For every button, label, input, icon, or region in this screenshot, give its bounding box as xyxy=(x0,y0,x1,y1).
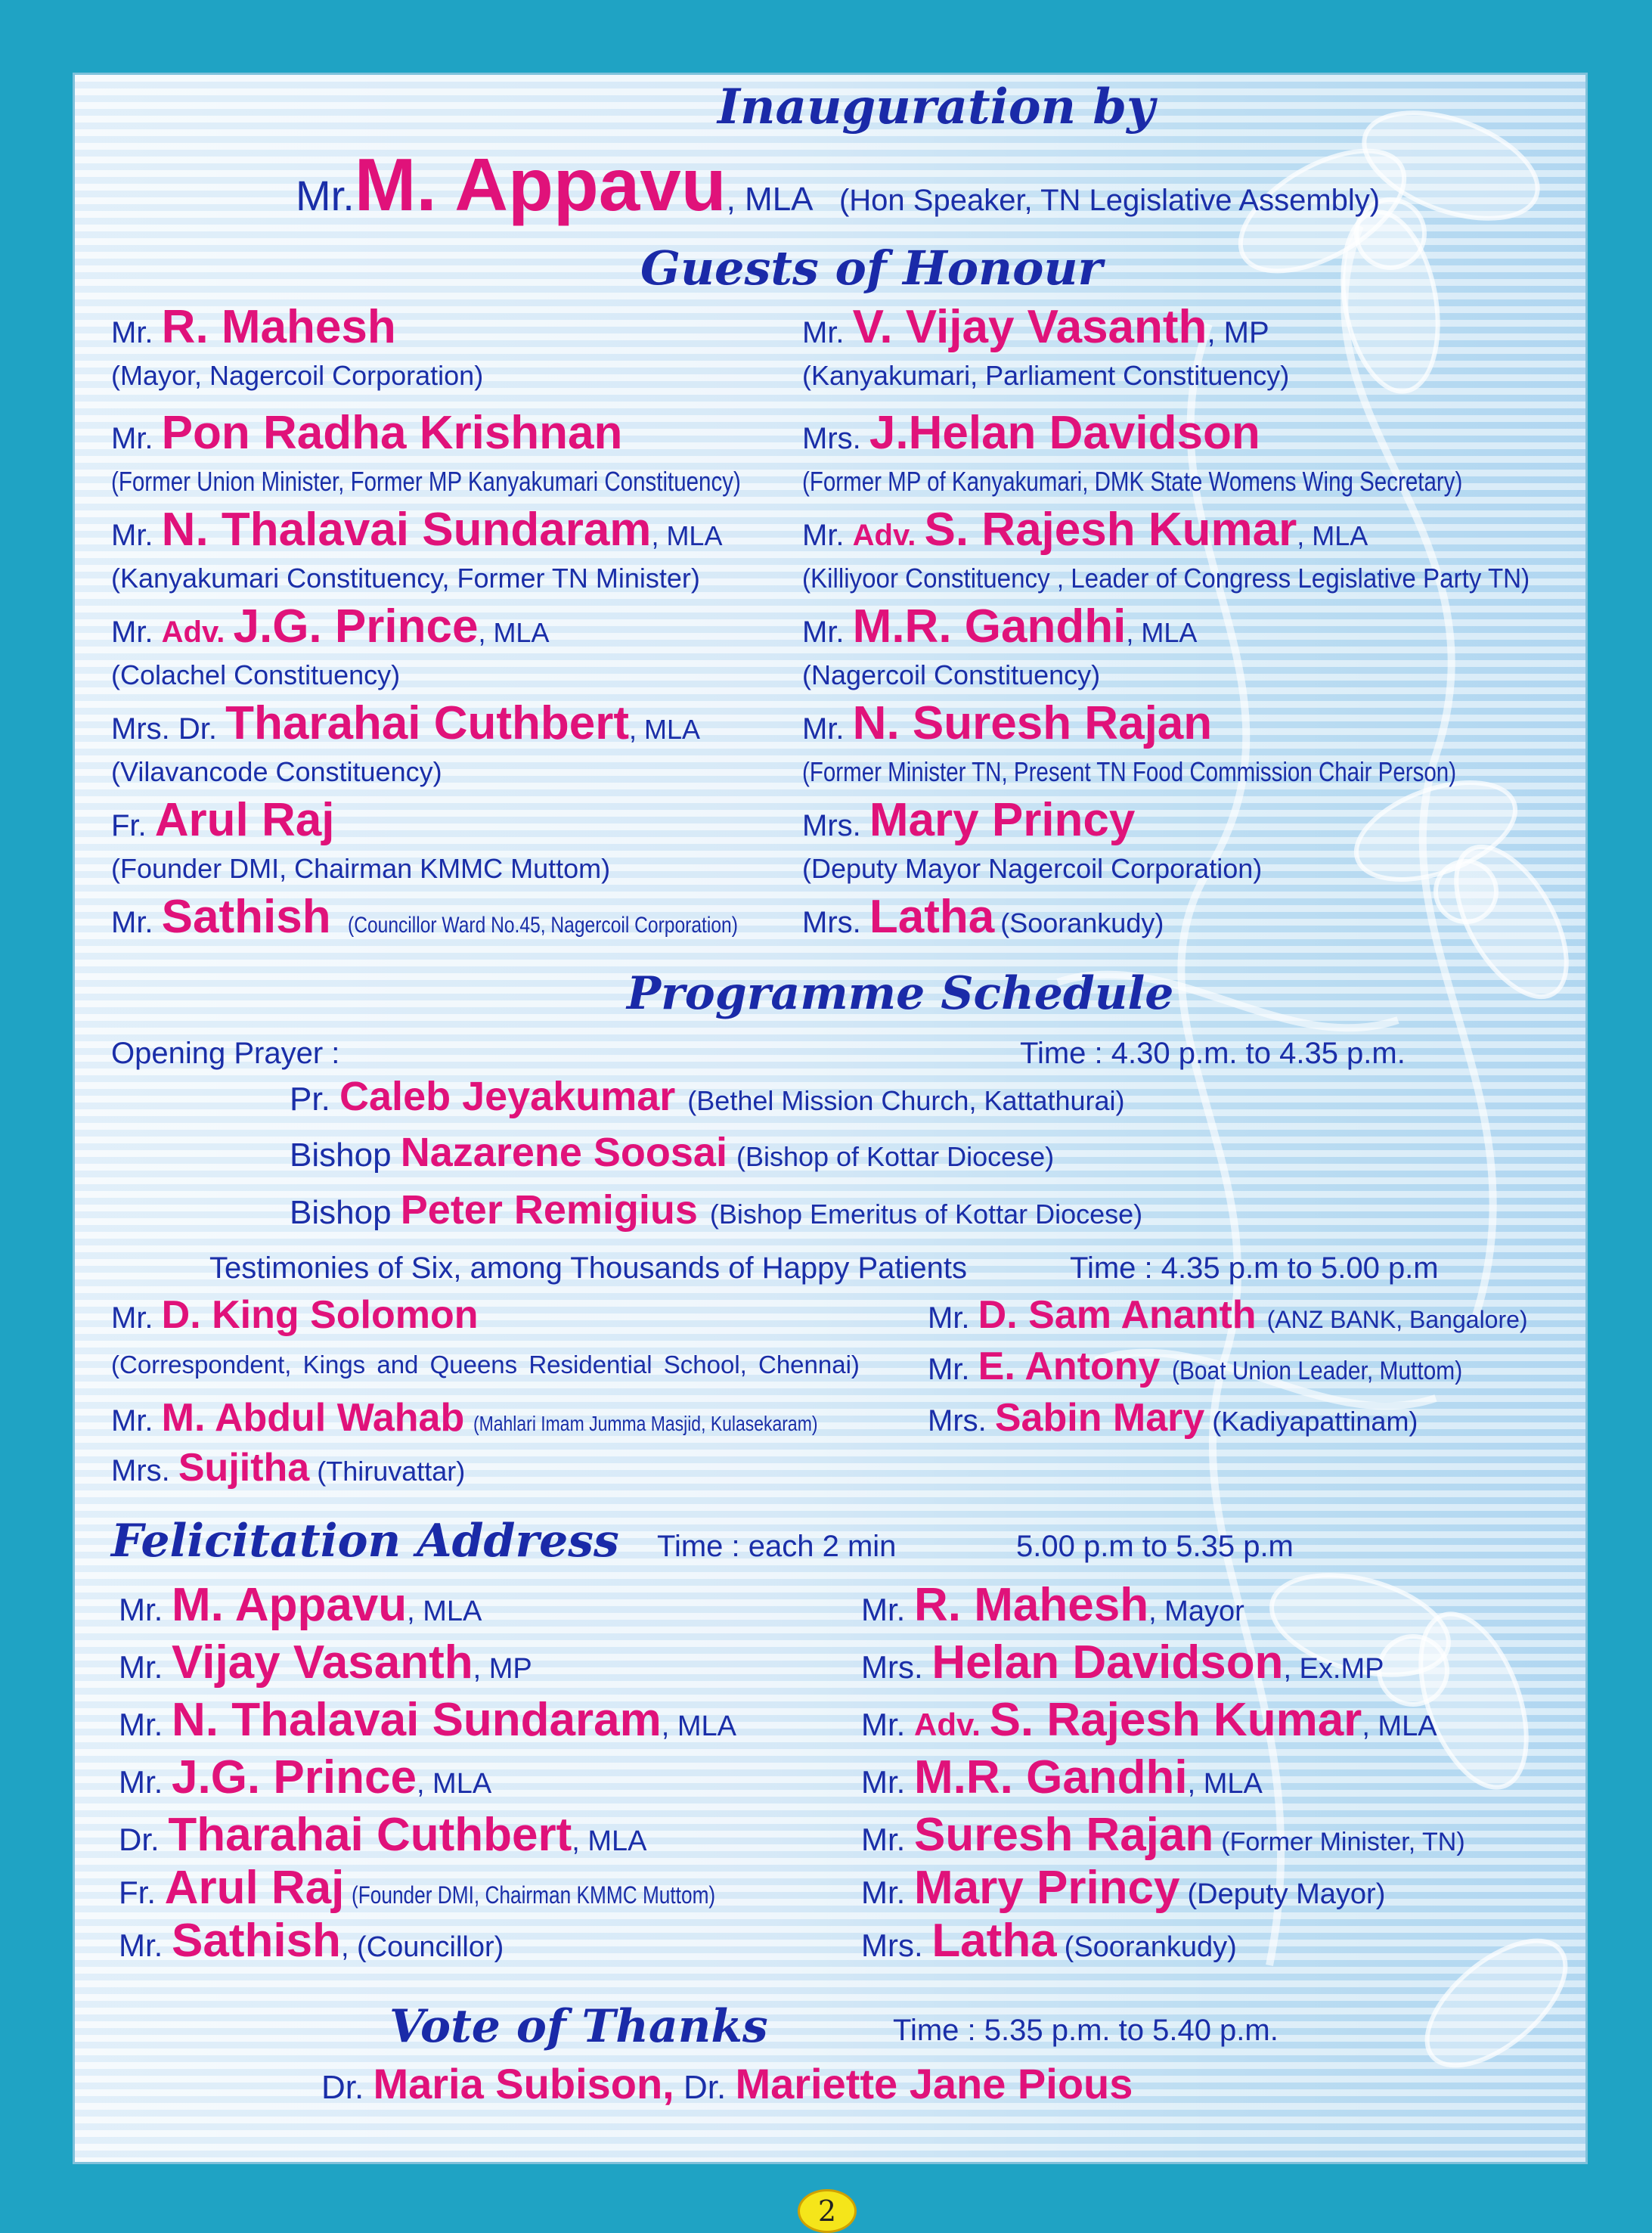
page-panel xyxy=(73,73,1588,2164)
felicitation-name: Latha xyxy=(931,1915,1057,1967)
prayer-name: Peter Remigius xyxy=(400,1187,698,1233)
vote-time: Time : 5.35 p.m. to 5.40 p.m. xyxy=(893,2014,1279,2047)
guest-suresh-rajan: Mr. N. Suresh Rajan xyxy=(802,697,1213,749)
guest-name: Latha xyxy=(869,891,995,943)
testimony-name: D. King Solomon xyxy=(161,1293,479,1337)
guest-name: Tharahai Cuthbert xyxy=(225,697,630,749)
guest-name: Pon Radha Krishnan xyxy=(161,407,623,459)
testimony-name: E. Antony xyxy=(978,1344,1161,1388)
felicitation-mary-princy: Mr. Mary Princy (Deputy Mayor) xyxy=(861,1862,1386,1914)
prayer-name: Nazarene Soosai xyxy=(400,1130,727,1175)
testimony-name: M. Abdul Wahab xyxy=(161,1396,465,1440)
guest-name: Mary Princy xyxy=(869,794,1136,846)
felicitation-name: R. Mahesh xyxy=(914,1579,1149,1631)
guest-jg-prince: Mr. Adv. J.G. Prince, MLA xyxy=(111,600,550,653)
guest-desc: (Kanyakumari Constituency, Former TN Minister) xyxy=(111,563,700,594)
guest-vijay-vasanth: Mr. V. Vijay Vasanth, MP xyxy=(802,301,1269,353)
felicitation-latha: Mrs. Latha (Soorankudy) xyxy=(861,1915,1237,1967)
testimony-name: Sujitha xyxy=(178,1446,310,1490)
guest-desc: (Founder DMI, Chairman KMMC Muttom) xyxy=(111,853,611,884)
felicitation-heading: Felicitation Address xyxy=(111,1515,619,1568)
felicitation-name: Arul Raj xyxy=(164,1862,345,1914)
guest-desc: (Former Minister TN, Present TN Food Commission Chair Person) xyxy=(802,756,1457,787)
testimony-e-antony: Mr. E. Antony (Boat Union Leader, Muttom) xyxy=(928,1344,1463,1388)
guest-desc: (Colachel Constituency) xyxy=(111,659,401,690)
felicitation-rajesh-kumar: Mr. Adv. S. Rajesh Kumar, MLA xyxy=(861,1694,1437,1746)
prayer-nazarene-soosai: Bishop Nazarene Soosai (Bishop of Kottar Diocese) xyxy=(290,1130,1055,1175)
vote-name-2: Mariette Jane Pious xyxy=(735,2060,1133,2107)
felicitation-name: Vijay Vasanth xyxy=(172,1636,473,1689)
felicitation-r-mahesh: Mr. R. Mahesh, Mayor xyxy=(861,1579,1244,1631)
felicitation-name: N. Thalavai Sundaram xyxy=(172,1694,662,1746)
felicitation-time-each: Time : each 2 min xyxy=(657,1530,897,1563)
guest-arul-raj: Fr. Arul Raj xyxy=(111,794,335,846)
vote-names: Dr. Maria Subison, Dr. Mariette Jane Pious xyxy=(321,2060,1133,2107)
guest-r-mahesh: Mr. R. Mahesh xyxy=(111,301,396,353)
page-number: 2 xyxy=(798,2189,857,2233)
felicitation-helan-davidson: Mrs. Helan Davidson, Ex.MP xyxy=(861,1636,1384,1689)
prayer-name: Caleb Jeyakumar xyxy=(339,1074,676,1119)
guest-tharahai-cuthbert: Mrs. Dr. Tharahai Cuthbert, MLA xyxy=(111,697,701,749)
testimony-king-solomon: Mr. D. King Solomon xyxy=(111,1293,479,1337)
inauguration-line xyxy=(296,144,1380,226)
guest-name: S. Rajesh Kumar xyxy=(924,504,1297,556)
guest-name: M.R. Gandhi xyxy=(852,600,1127,653)
guest-name: N. Suresh Rajan xyxy=(852,697,1213,749)
vote-name-1: Maria Subison, xyxy=(373,2060,674,2107)
opening-prayer-label: Opening Prayer : xyxy=(111,1037,340,1070)
guest-name: V. Vijay Vasanth xyxy=(852,301,1207,353)
testimonies-time: Time : 4.35 p.m to 5.00 p.m xyxy=(1070,1251,1439,1285)
felicitation-name: Sathish xyxy=(172,1915,341,1967)
felicitation-time-range: 5.00 p.m to 5.35 p.m xyxy=(1016,1530,1294,1563)
guest-name: J.G. Prince xyxy=(233,600,479,653)
guest-desc: (Mayor, Nagercoil Corporation) xyxy=(111,360,484,391)
guest-name: N. Thalavai Sundaram xyxy=(161,504,652,556)
felicitation-suresh-rajan: Mr. Suresh Rajan (Former Minister, TN) xyxy=(861,1809,1465,1861)
felicitation-jg-prince: Mr. J.G. Prince, MLA xyxy=(119,1751,492,1803)
guest-thalavai-sundaram: Mr. N. Thalavai Sundaram, MLA xyxy=(111,504,723,556)
vote-heading: Vote of Thanks xyxy=(389,2000,768,2053)
felicitation-name: M. Appavu xyxy=(172,1579,408,1631)
guest-sathish: Mr. Sathish (Councillor Ward No.45, Nagercoil Corporation) xyxy=(111,891,738,943)
guest-desc: (Former MP of Kanyakumari, DMK State Womens Wing Secretary) xyxy=(802,466,1463,497)
guest-desc: (Kanyakumari, Parliament Constituency) xyxy=(802,360,1290,391)
guest-latha: Mrs. Latha (Soorankudy) xyxy=(802,891,1164,943)
guest-desc: (Deputy Mayor Nagercoil Corporation) xyxy=(802,853,1263,884)
guest-desc: (Vilavancode Constituency) xyxy=(111,756,442,787)
inauguration-heading: Inauguration by xyxy=(718,79,1155,135)
felicitation-name: S. Rajesh Kumar xyxy=(989,1694,1362,1746)
inauguration-suffix: , MLA xyxy=(726,181,814,218)
felicitation-name: Tharahai Cuthbert xyxy=(168,1809,572,1861)
guest-desc: (Former Union Minister, Former MP Kanyakumari Constituency) xyxy=(111,466,741,497)
prayer-peter-remigius: Bishop Peter Remigius (Bishop Emeritus of Kottar Diocese) xyxy=(290,1187,1143,1233)
testimony-abdul-wahab: Mr. M. Abdul Wahab (Mahlari Imam Jumma Masjid, Kulasekaram) xyxy=(111,1396,818,1440)
guest-mary-princy: Mrs. Mary Princy xyxy=(802,794,1136,846)
felicitation-mr-gandhi: Mr. M.R. Gandhi, MLA xyxy=(861,1751,1263,1803)
felicitation-name: M.R. Gandhi xyxy=(914,1751,1188,1803)
opening-prayer-time: Time : 4.30 p.m. to 4.35 p.m. xyxy=(1020,1037,1406,1070)
programme-heading: Programme Schedule xyxy=(627,967,1174,1020)
inauguration-name: M. Appavu xyxy=(354,143,727,226)
testimony-desc: (Correspondent, Kings and Queens Residential School, Chennai) xyxy=(111,1351,860,1379)
felicitation-sathish: Mr. Sathish, (Councillor) xyxy=(119,1915,504,1967)
felicitation-name: Mary Princy xyxy=(914,1862,1180,1914)
guest-pon-radha-krishnan: Mr. Pon Radha Krishnan xyxy=(111,407,623,459)
guest-rajesh-kumar: Mr. Adv. S. Rajesh Kumar, MLA xyxy=(802,504,1368,556)
guest-name: J.Helan Davidson xyxy=(869,407,1260,459)
guest-helan-davidson: Mrs. J.Helan Davidson xyxy=(802,407,1260,459)
inauguration-title: Mr. xyxy=(296,172,355,219)
felicitation-tharahai-cuthbert: Dr. Tharahai Cuthbert, MLA xyxy=(119,1809,647,1861)
prayer-caleb-jeyakumar: Pr. Caleb Jeyakumar (Bethel Mission Church, Kattathurai) xyxy=(290,1074,1125,1119)
felicitation-name: Helan Davidson xyxy=(931,1636,1284,1689)
felicitation-name: J.G. Prince xyxy=(172,1751,417,1803)
guest-name: Sathish xyxy=(161,891,331,943)
testimony-name: Sabin Mary xyxy=(994,1396,1205,1440)
felicitation-thalavai-sundaram: Mr. N. Thalavai Sundaram, MLA xyxy=(119,1694,737,1746)
inauguration-role: (Hon Speaker, TN Legislative Assembly) xyxy=(838,184,1381,217)
testimony-sujitha: Mrs. Sujitha (Thiruvattar) xyxy=(111,1446,466,1490)
testimony-sabin-mary: Mrs. Sabin Mary (Kadiyapattinam) xyxy=(928,1396,1418,1440)
testimony-name: D. Sam Ananth xyxy=(978,1293,1257,1337)
guest-mr-gandhi: Mr. M.R. Gandhi, MLA xyxy=(802,600,1198,653)
guest-desc: (Killiyoor Constituency , Leader of Congress Legislative Party TN) xyxy=(802,563,1530,594)
guest-desc: (Nagercoil Constituency) xyxy=(802,659,1101,690)
guest-name: Arul Raj xyxy=(154,794,335,846)
felicitation-appavu: Mr. M. Appavu, MLA xyxy=(119,1579,482,1631)
guests-heading: Guests of Honour xyxy=(640,240,1103,296)
felicitation-name: Suresh Rajan xyxy=(914,1809,1214,1861)
testimony-sam-ananth: Mr. D. Sam Ananth (ANZ BANK, Bangalore) xyxy=(928,1293,1528,1337)
felicitation-arul-raj: Fr. Arul Raj (Founder DMI, Chairman KMMC Muttom) xyxy=(119,1862,716,1914)
testimonies-label: Testimonies of Six, among Thousands of Happy Patients xyxy=(209,1251,968,1285)
felicitation-vijay-vasanth: Mr. Vijay Vasanth, MP xyxy=(119,1636,532,1689)
guest-name: R. Mahesh xyxy=(161,301,396,353)
